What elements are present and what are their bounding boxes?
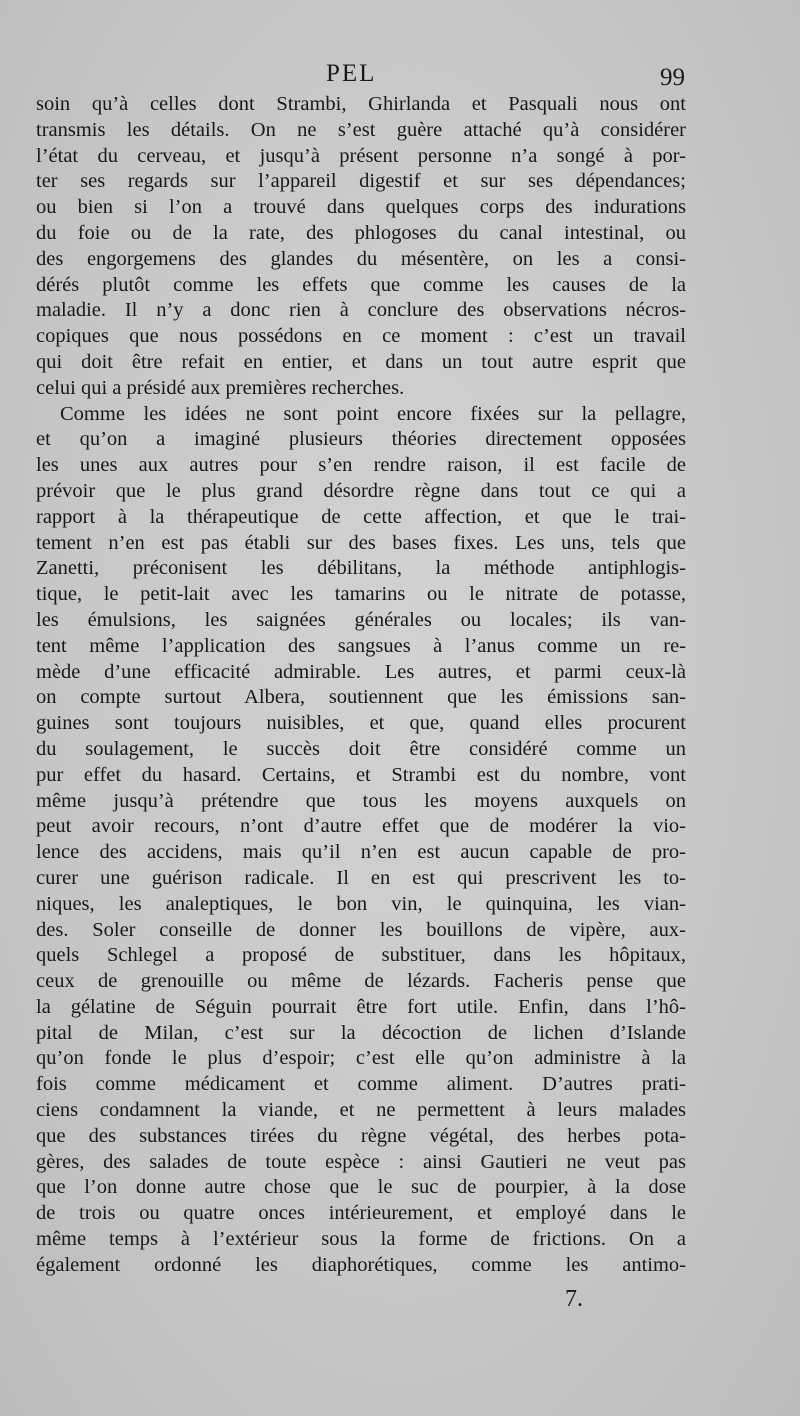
text-line: même temps à l’extérieur sous la forme de frictions. On a [36, 1228, 686, 1251]
text-line: lence des accidens, mais qu’il n’en est aucun capable de pro- [36, 841, 686, 864]
text-line: que l’on donne autre chose que le suc de pourpier, à la dose [36, 1176, 686, 1199]
text-line: les unes aux autres pour s’en rendre raison, il est facile de [36, 454, 686, 477]
text-line: pital de Milan, c’est sur la décoction de lichen d’Islande [36, 1021, 686, 1044]
text-line: pur effet du hasard. Certains, et Strambi est du nombre, vont [36, 763, 686, 786]
text-line: curer une guérison radicale. Il en est qui prescrivent les to- [36, 866, 686, 889]
text-line: copiques que nous possédons en ce moment : c’est un travail [36, 325, 686, 348]
text-line: et qu’on a imaginé plusieurs théories directement opposées [36, 428, 686, 451]
text-line: des engorgemens des glandes du mésentère, on les a consi- [36, 247, 686, 270]
text-line: niques, les analeptiques, le bon vin, le quinquina, les vian- [36, 892, 686, 915]
body-text [36, 92, 686, 1279]
text-line: on compte surtout Albera, soutiennent que les émissions san- [36, 686, 686, 709]
text-line: qui doit être refait en entier, et dans un tout autre esprit que [36, 350, 686, 373]
text-line: prévoir que le plus grand désordre règne dans tout ce qui a [36, 479, 686, 502]
text-line: fois comme médicament et comme aliment. D’autres prati- [36, 1073, 686, 1096]
running-head: PEL [326, 60, 377, 87]
text-line: mède d’une efficacité admirable. Les autres, et parmi ceux-là [36, 660, 686, 683]
text-line: transmis les détails. On ne s’est guère attaché qu’à considérer [36, 118, 686, 141]
text-line: quels Schlegel a proposé de substituer, dans les hôpitaux, [36, 944, 686, 967]
text-line: maladie. Il n’y a donc rien à conclure des observations nécros- [36, 299, 686, 322]
signature-mark: 7. [565, 1286, 583, 1312]
text-line: l’état du cerveau, et jusqu’à présent personne n’a songé à por- [36, 144, 686, 167]
text-line: Zanetti, préconisent les débilitans, la méthode antiphlogis- [36, 557, 686, 580]
text-line: la gélatine de Séguin pourrait être fort utile. Enfin, dans l’hô- [36, 995, 686, 1018]
text-line: soin qu’à celles dont Strambi, Ghirlanda et Pasquali nous ont [36, 93, 686, 115]
page-header [0, 60, 800, 90]
text-line: dérés plutôt comme les effets que comme les causes de la [36, 273, 686, 296]
text-line: même jusqu’à prétendre que tous les moyens auxquels on [36, 789, 686, 812]
text-line: les émulsions, les saignées générales ou locales; ils van- [36, 608, 686, 631]
text-line: qu’on fonde le plus d’espoir; c’est elle qu’on administre à la [36, 1047, 686, 1070]
text-line: tent même l’application des sangsues à l’anus comme un re- [36, 634, 686, 657]
text-line: ou bien si l’on a trouvé dans quelques corps des indurations [36, 196, 686, 219]
text-line: ciens condamnent la viande, et ne permettent à leurs malades [36, 1099, 686, 1122]
text-line: de trois ou quatre onces intérieurement, et employé dans le [36, 1202, 686, 1225]
text-line: également ordonné les diaphorétiques, comme les antimo- [36, 1253, 686, 1276]
text-line: du foie ou de la rate, des phlogoses du canal intestinal, ou [36, 221, 686, 244]
text-line: gères, des salades de toute espèce : ainsi Gautieri ne veut pas [36, 1150, 686, 1173]
text-line: rapport à la thérapeutique de cette affection, et que le trai- [36, 505, 686, 528]
text-line: du soulagement, le succès doit être considéré comme un [36, 737, 686, 760]
text-line: ceux de grenouille ou même de lézards. Facheris pense que [36, 970, 686, 993]
text-line: des. Soler conseille de donner les bouillons de vipère, aux- [36, 918, 686, 941]
text-line: guines sont toujours nuisibles, et que, quand elles procurent [36, 712, 686, 735]
text-line: tement n’en est pas établi sur des bases fixes. Les uns, tels que [36, 531, 686, 554]
paragraph-first-line: Comme les idées ne sont point encore fixées sur la pellagre, [60, 402, 686, 425]
text-line: peut avoir recours, n’ont d’autre effet que de modérer la vio- [36, 815, 686, 838]
text-line: celui qui a présidé aux premières recherches. [36, 376, 405, 399]
text-line: ter ses regards sur l’appareil digestif et sur ses dépendances; [36, 170, 686, 193]
page-number: 99 [660, 64, 685, 91]
text-line: tique, le petit-lait avec les tamarins ou le nitrate de potasse, [36, 583, 686, 606]
text-line: que des substances tirées du règne végétal, des herbes pota- [36, 1124, 686, 1147]
